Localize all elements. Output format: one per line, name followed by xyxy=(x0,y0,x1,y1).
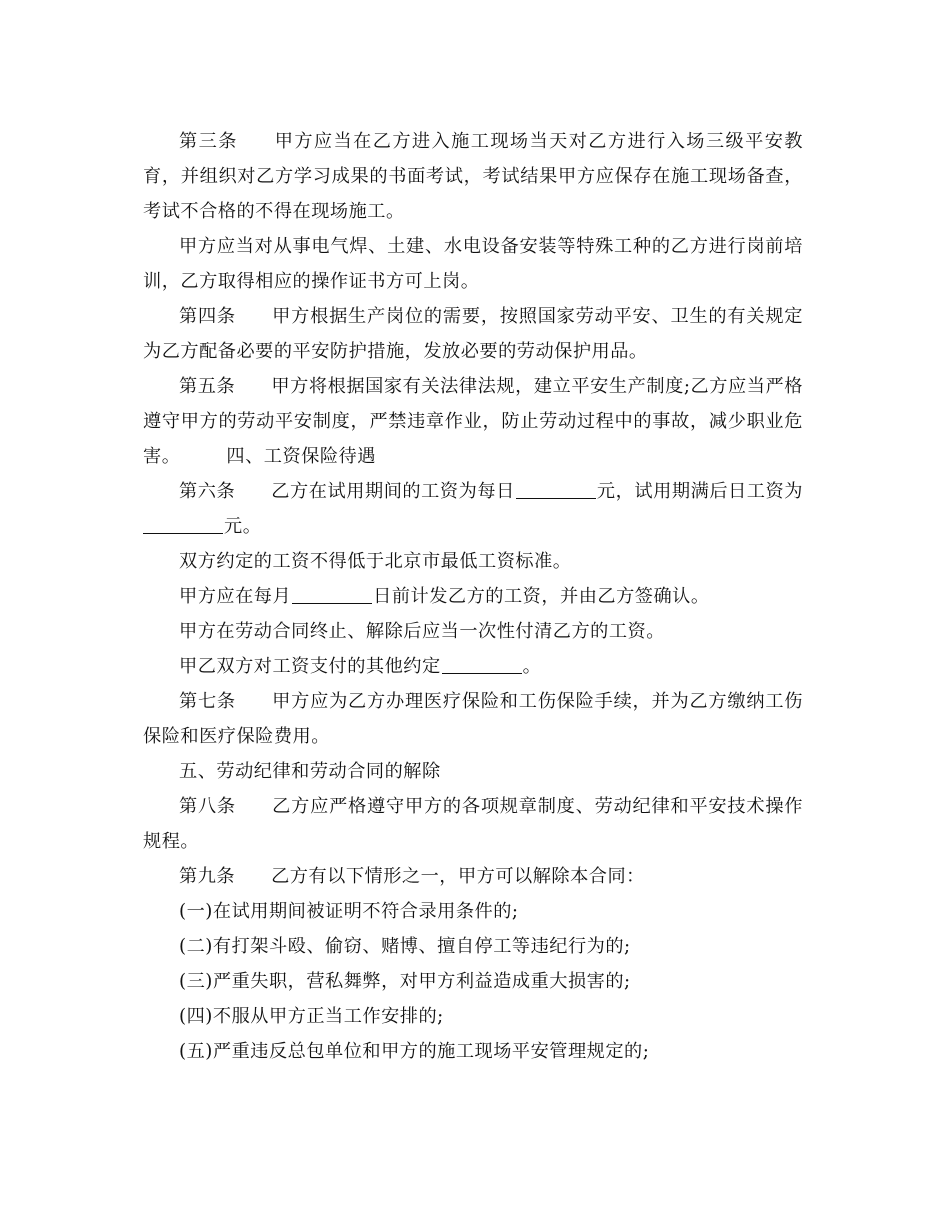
blank-daily-wage[interactable] xyxy=(143,515,223,534)
article-label: 第三条 xyxy=(179,131,238,152)
minimum-wage-paragraph xyxy=(143,544,803,579)
paragraph-text: 乙方在试用期间的工资为每日 xyxy=(271,481,515,502)
list-item-text: (三)严重失职，营私舞弊，对甲方利益造成重大损害的; xyxy=(179,971,631,992)
paragraph-text: 甲方应在每月 xyxy=(179,586,292,607)
list-item xyxy=(143,964,803,999)
blank-daily-trial-wage[interactable] xyxy=(516,480,596,499)
pay-date-paragraph xyxy=(143,579,803,614)
article-9-paragraph xyxy=(143,859,803,894)
article-label: 第八条 xyxy=(179,796,236,817)
paragraph-text: 甲方在劳动合同终止、解除后应当一次性付清乙方的工资。 xyxy=(179,621,665,642)
paragraph-text: 甲方将根据国家有关法律法规，建立平安生产制度;乙方应当严格遵守甲方的劳动平安制度，严禁违章作业，防止劳动过程中的事故，减少职业危害。 xyxy=(143,376,803,467)
article-5-paragraph xyxy=(143,369,803,474)
blank-pay-day[interactable] xyxy=(292,585,372,604)
paragraph-text: 双方约定的工资不得低于北京市最低工资标准。 xyxy=(179,551,572,572)
final-pay-paragraph xyxy=(143,614,803,649)
section-heading-wages: 四、工资保险待遇 xyxy=(226,446,376,467)
paragraph-text: 元，试用期满后日工资为 xyxy=(596,481,803,502)
article-label: 第四条 xyxy=(179,306,236,327)
list-item-text: (一)在试用期间被证明不符合录用条件的; xyxy=(179,901,519,922)
special-trades-paragraph xyxy=(143,229,803,299)
list-item xyxy=(143,999,803,1034)
article-3-paragraph xyxy=(143,124,803,229)
blank-other-agreement[interactable] xyxy=(442,655,522,674)
article-8-paragraph xyxy=(143,789,803,859)
list-item-text: (四)不服从甲方正当工作安排的; xyxy=(179,1006,444,1027)
paragraph-text: 甲方根据生产岗位的需要，按照国家劳动平安、卫生的有关规定为乙方配备必要的平安防护措施，发放必要的劳动保护用品。 xyxy=(143,306,803,362)
paragraph-text: 乙方有以下情形之一，甲方可以解除本合同： xyxy=(271,866,645,887)
other-agreement-paragraph xyxy=(143,649,803,684)
paragraph-text: 甲方应当对从事电气焊、土建、水电设备安装等特殊工种的乙方进行岗前培训，乙方取得相应的操作证书方可上岗。 xyxy=(143,236,803,292)
paragraph-text: 甲方应当在乙方进入施工现场当天对乙方进行入场三级平安教育，并组织对乙方学习成果的书面考试，考试结果甲方应保存在施工现场备查，考试不合格的不得在现场施工。 xyxy=(143,131,803,222)
document-body xyxy=(143,124,803,1069)
article-6-paragraph xyxy=(143,474,803,544)
section-heading-discipline xyxy=(143,754,803,789)
article-7-paragraph xyxy=(143,684,803,754)
paragraph-text: 甲方应为乙方办理医疗保险和工伤保险手续，并为乙方缴纳工伤保险和医疗保险费用。 xyxy=(143,691,803,747)
paragraph-text: 乙方应严格遵守甲方的各项规章制度、劳动纪律和平安技术操作规程。 xyxy=(143,796,803,852)
article-label: 第五条 xyxy=(179,376,236,397)
paragraph-text: 甲乙双方对工资支付的其他约定 xyxy=(179,656,441,677)
article-label: 第七条 xyxy=(179,691,236,712)
list-item-text: (五)严重违反总包单位和甲方的施工现场平安管理规定的; xyxy=(179,1041,650,1062)
paragraph-text: 元。 xyxy=(224,516,262,537)
list-item xyxy=(143,894,803,929)
paragraph-text: 。 xyxy=(522,656,542,677)
list-item xyxy=(143,929,803,964)
list-item xyxy=(143,1034,803,1069)
article-label: 第六条 xyxy=(179,481,236,502)
article-label: 第九条 xyxy=(179,866,236,887)
paragraph-text: 日前计发乙方的工资，并由乙方签确认。 xyxy=(373,586,710,607)
section-heading: 五、劳动纪律和劳动合同的解除 xyxy=(179,761,441,782)
list-item-text: (二)有打架斗殴、偷窃、赌博、擅自停工等违纪行为的; xyxy=(179,936,631,957)
article-4-paragraph xyxy=(143,299,803,369)
